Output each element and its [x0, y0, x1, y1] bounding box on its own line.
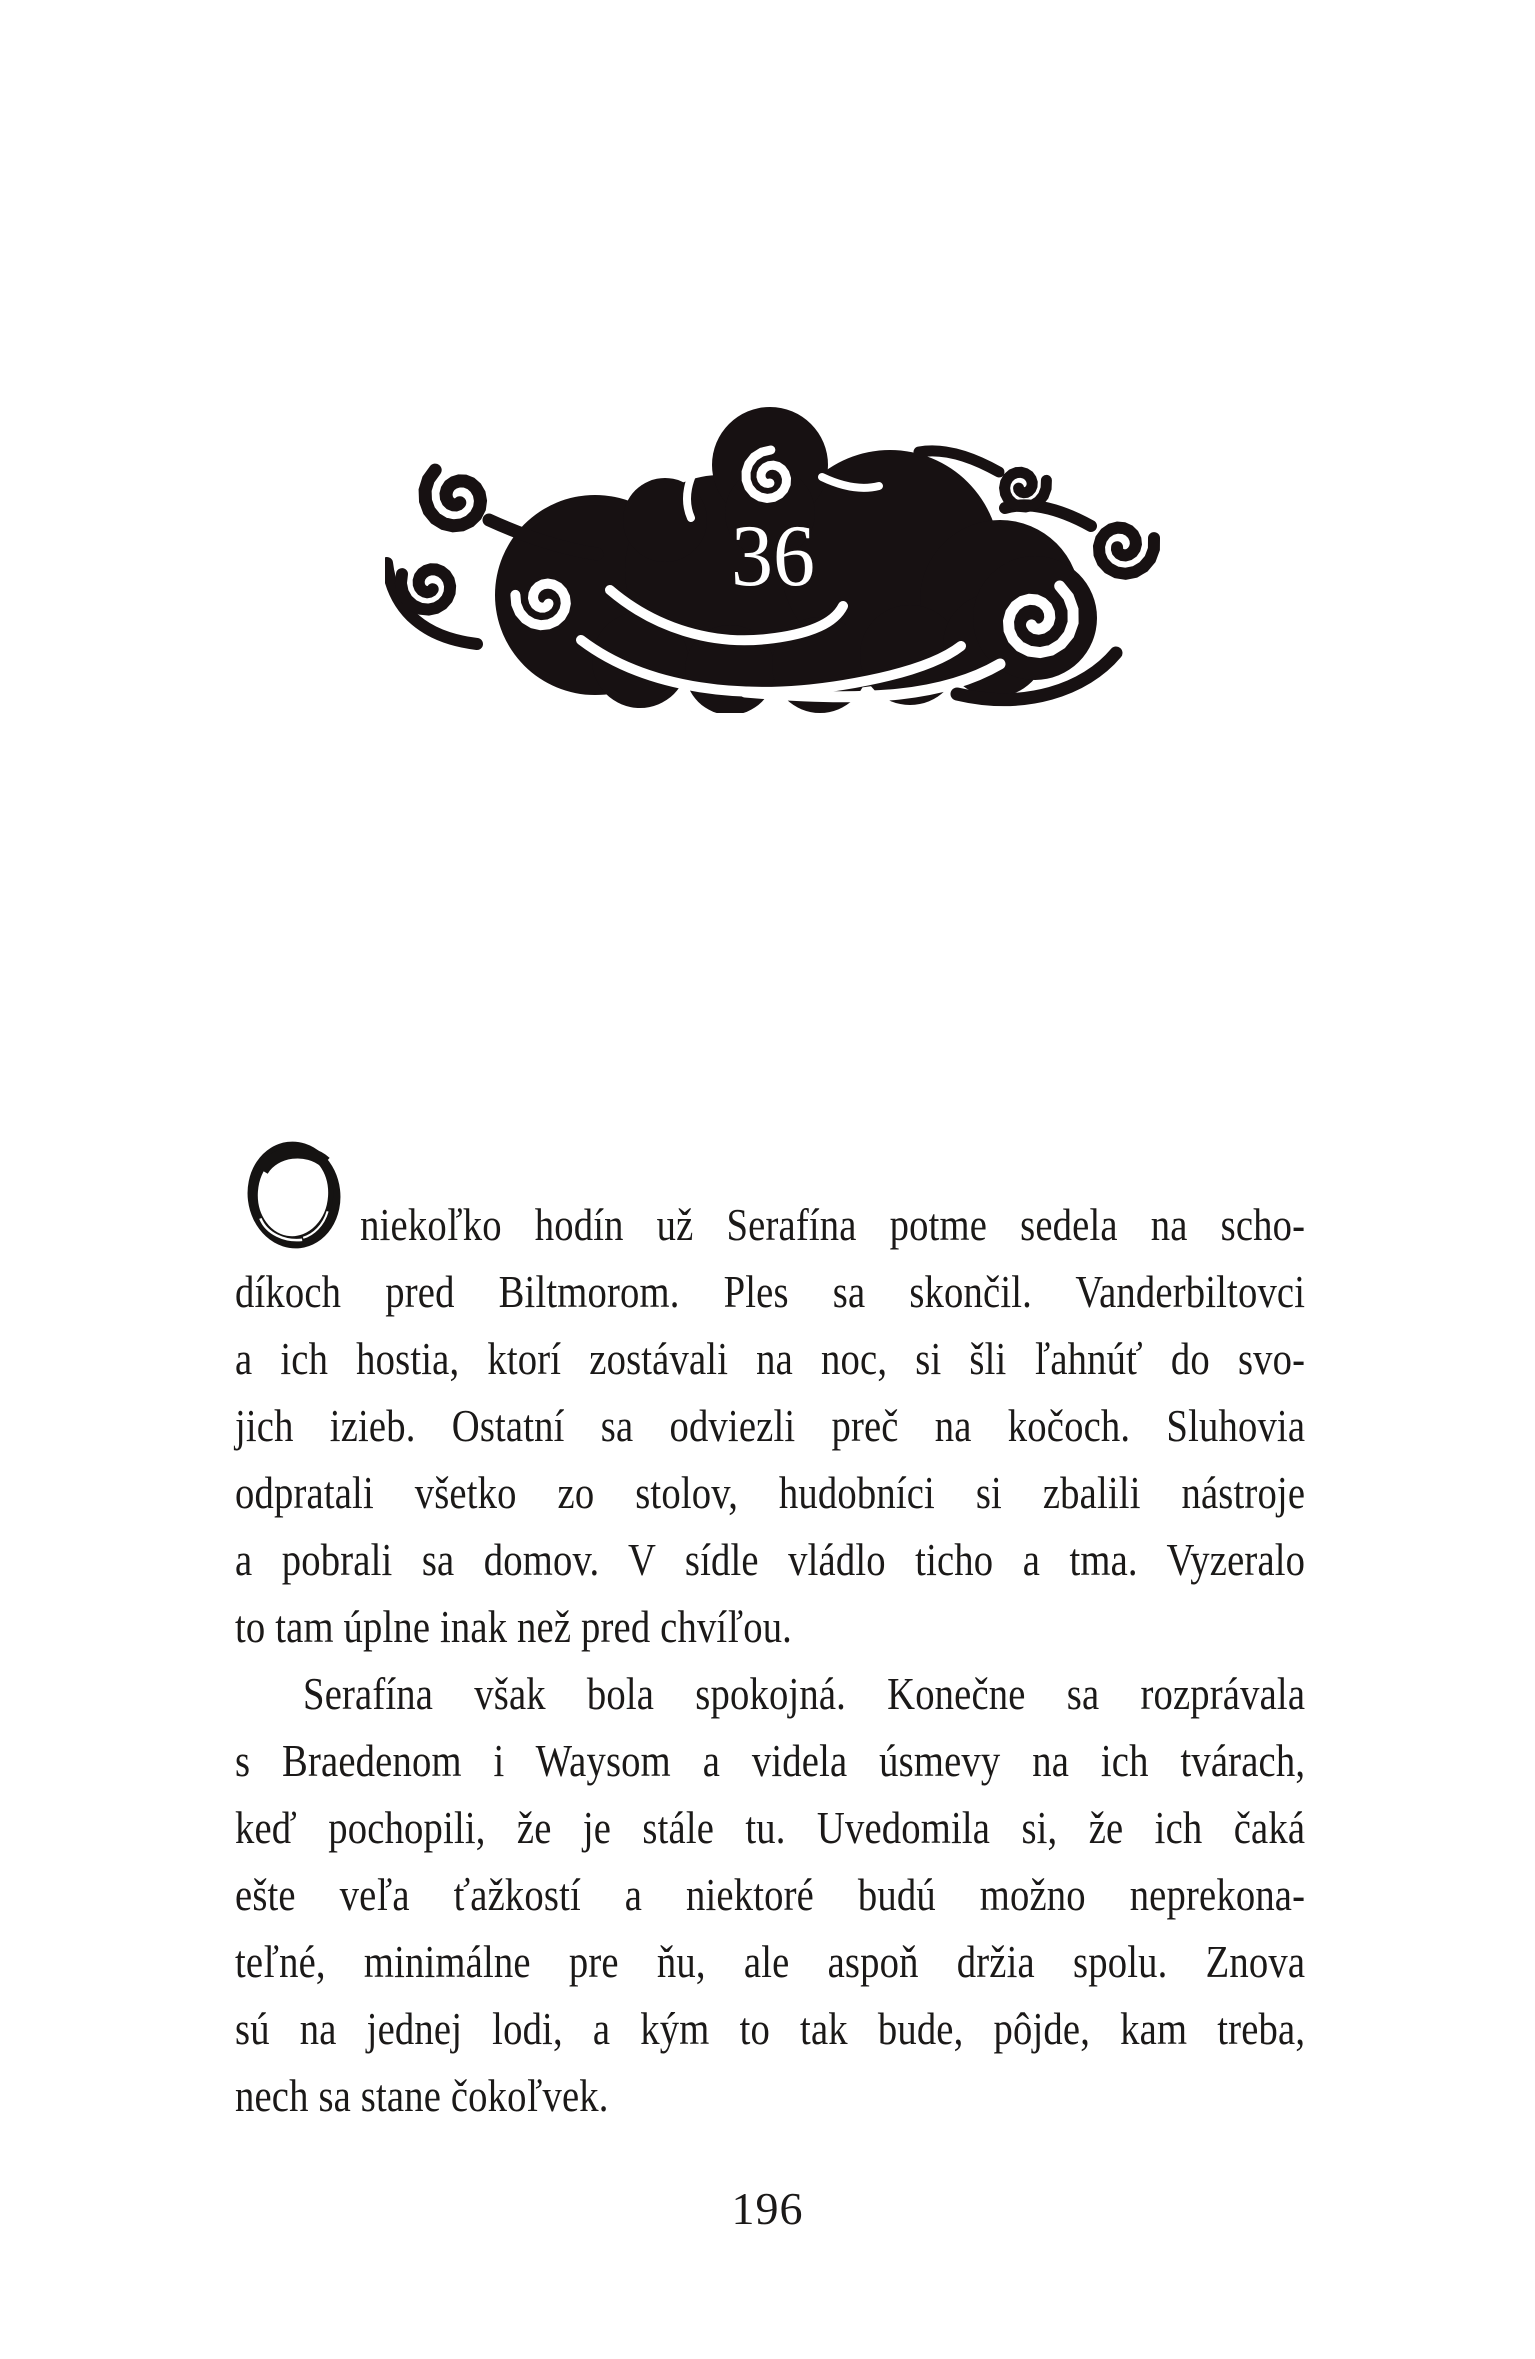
chapter-number: 36	[731, 508, 815, 605]
body-line: a ich hostia, ktorí zostávali na noc, si šli ľahnúť do svo-	[235, 1333, 1306, 1384]
body-line: sú na jednej lodi, a kým to tak bude, pôjde, kam treba,	[235, 2003, 1306, 2054]
body-line: jich izieb. Ostatní sa odviezli preč na kočoch. Sluhovia	[235, 1400, 1306, 1451]
body-line: díkoch pred Biltmorom. Ples sa skončil. Vanderbiltovci	[235, 1266, 1306, 1317]
body-line: ešte veľa ťažkostí a niektoré budú možno neprekona-	[235, 1869, 1306, 1920]
body-line: keď pochopili, že je stále tu. Uvedomila si, že ich čaká	[235, 1802, 1306, 1853]
chapter-ornament-cloud-icon	[385, 398, 1165, 713]
spiral-curl-icon	[1005, 472, 1047, 507]
spiral-curl-icon	[401, 569, 450, 609]
spiral-curl-icon	[425, 470, 480, 526]
body-line: Serafína však bola spokojná. Konečne sa rozprávala	[303, 1668, 1306, 1719]
text-block	[235, 1191, 1305, 2129]
body-line: odpratali všetko zo stolov, hudobníci si zbalili nástroje	[235, 1467, 1306, 1518]
body-line: teľné, minimálne pre ňu, ale aspoň držia spolu. Znova	[235, 1936, 1306, 1987]
spiral-curl-icon	[1099, 528, 1154, 574]
body-line: nech sa stane čokoľvek.	[235, 2070, 609, 2121]
body-line: a pobrali sa domov. V sídle vládlo ticho a tma. Vyzeralo	[235, 1534, 1306, 1585]
body-line: niekoľko hodín už Serafína potme sedela na scho-	[360, 1199, 1306, 1250]
page-number: 196	[731, 2183, 804, 2234]
body-line: s Braedenom i Waysom a videla úsmevy na ich tvárach,	[235, 1735, 1306, 1786]
body-line: to tam úplne inak než pred chvíľou.	[235, 1601, 793, 1652]
